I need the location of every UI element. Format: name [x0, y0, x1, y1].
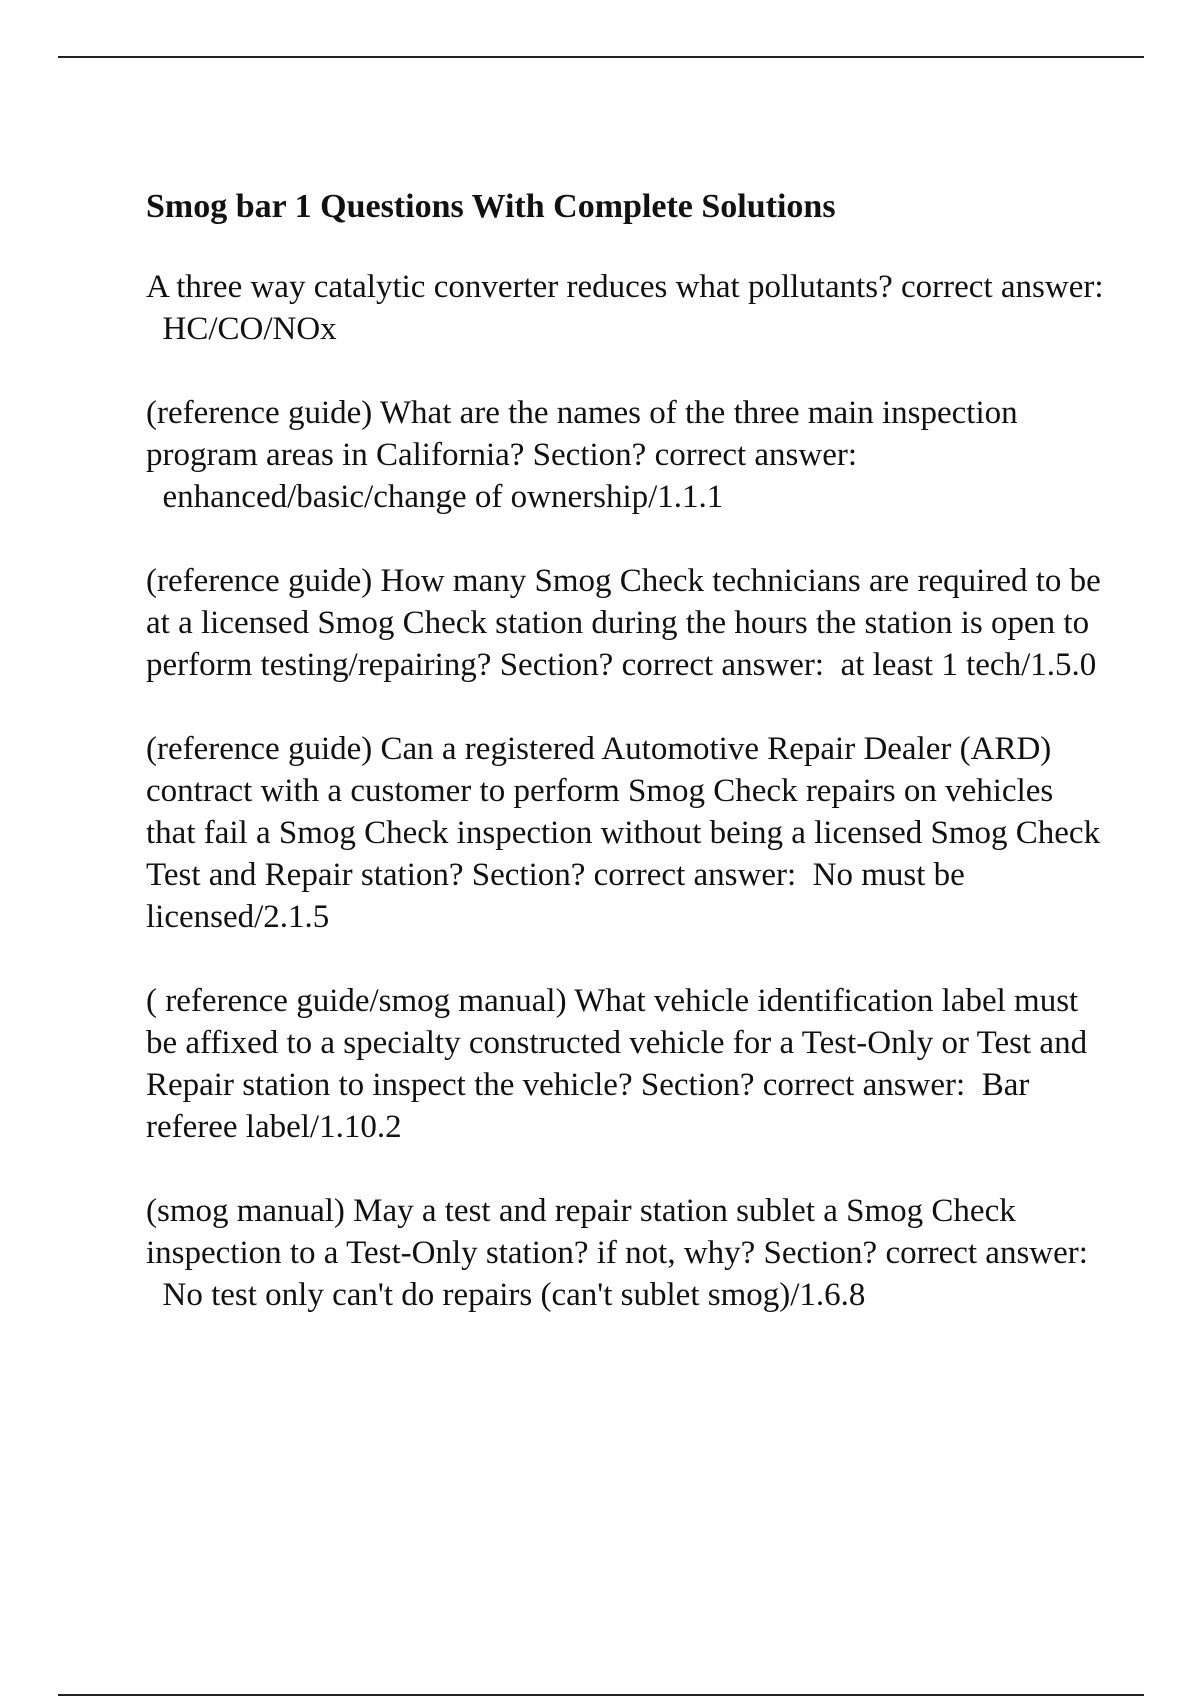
question-text: ( reference guide/smog manual) What vehicle identification label must be affixed to a specialty constructed vehicle for a Test-Only or Test and Repair station to inspect the vehicle? Section?	[146, 983, 1088, 1103]
answer-label: correct answer:	[621, 647, 825, 683]
answer-text: Bar referee label/1.10.2	[146, 1067, 1030, 1145]
top-divider	[58, 56, 1144, 58]
bottom-divider	[58, 1694, 1144, 1696]
answer-text: enhanced/basic/change of ownership/1.1.1	[162, 479, 724, 515]
qa-item	[146, 1190, 1106, 1316]
qa-item	[146, 980, 1106, 1148]
document-title: Smog bar 1 Questions With Complete Solutions	[146, 188, 836, 225]
answer-label: correct answer:	[885, 1235, 1088, 1271]
answer-text: HC/CO/NOx	[162, 311, 337, 347]
question-text: A three way catalytic converter reduces what pollutants?	[146, 269, 893, 305]
answer-text: No must be licensed/2.1.5	[146, 857, 965, 935]
question-text: (reference guide) Can a registered Automotive Repair Dealer (ARD) contract with a customer to perform Smog Check repairs on vehicles that fail a Smog Check inspection without being a licensed Smog Check Test and Repair station? Section?	[146, 731, 1101, 893]
question-text: (smog manual) May a test and repair station sublet a Smog Check inspection to a Test-Only station? if not, why? Section?	[146, 1193, 1016, 1271]
answer-text: at least 1 tech/1.5.0	[840, 647, 1097, 683]
question-text: (reference guide) How many Smog Check technicians are required to be at a licensed Smog Check station during the hours the station is open to perform testing/repairing? Section?	[146, 563, 1101, 683]
qa-item	[146, 266, 1106, 350]
answer-label: correct answer:	[762, 1067, 966, 1103]
answer-label: correct answer:	[593, 857, 797, 893]
answer-label: correct answer:	[654, 437, 858, 473]
document-body	[146, 186, 1106, 1358]
answer-text: No test only can't do repairs (can't sublet smog)/1.6.8	[162, 1277, 866, 1313]
qa-item	[146, 392, 1106, 518]
answer-label: correct answer:	[901, 269, 1104, 305]
qa-item	[146, 728, 1106, 938]
question-text: (reference guide) What are the names of the three main inspection program areas in California? Section?	[146, 395, 1018, 473]
qa-item	[146, 560, 1106, 686]
